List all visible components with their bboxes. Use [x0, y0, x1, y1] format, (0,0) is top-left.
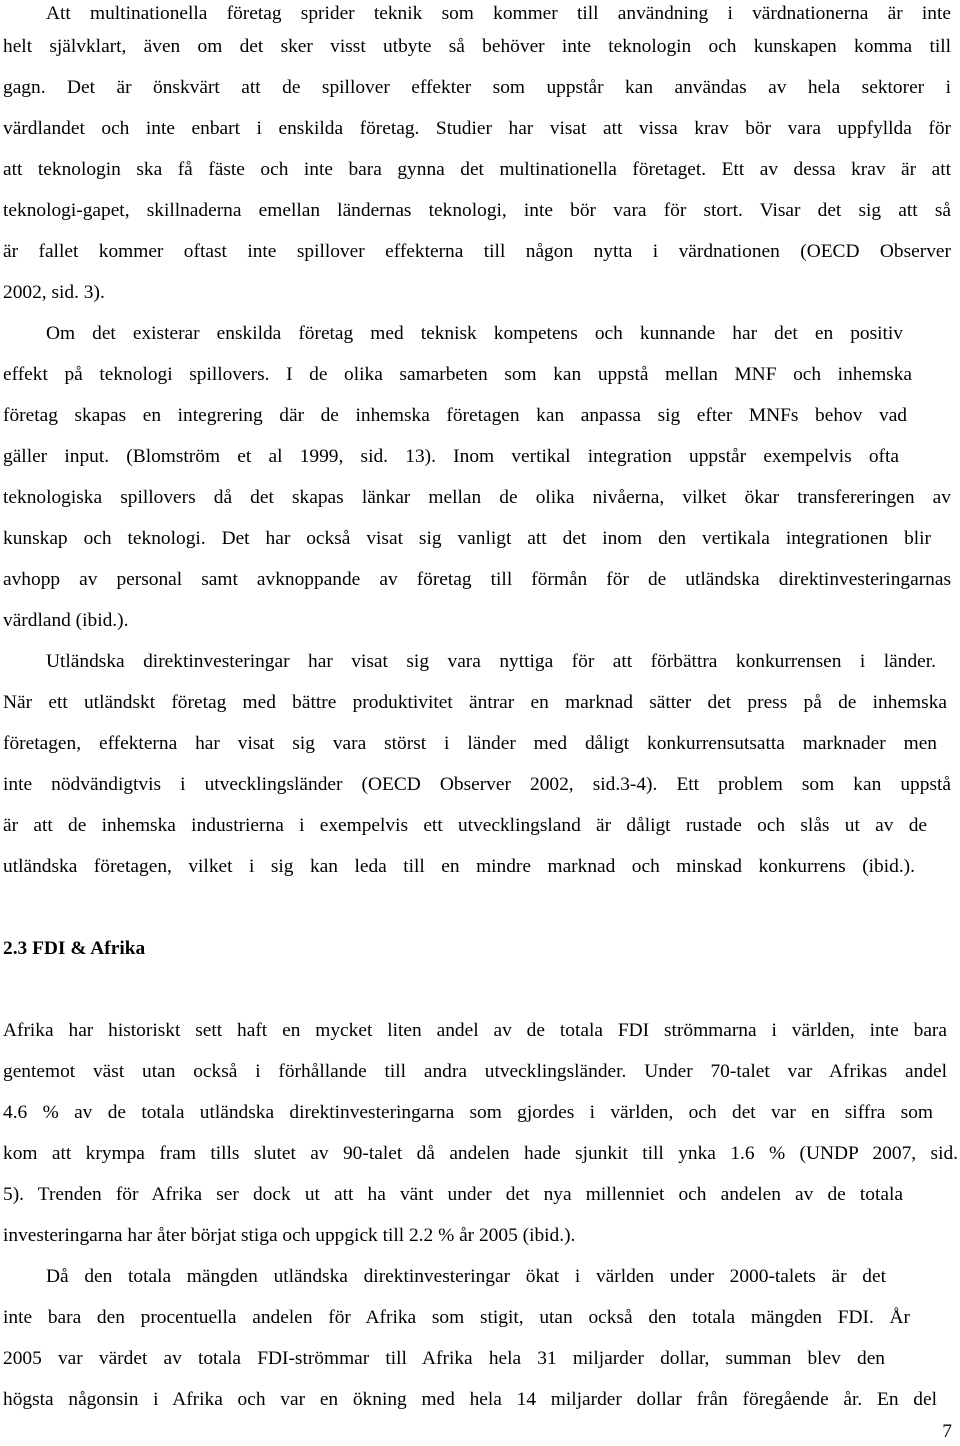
text-line: värdland (ibid.). [3, 610, 129, 631]
text-line: 4.6 % av de totala utländska direktinvesteringarna som gjordes i världen, och det var en siffra som [3, 1102, 933, 1123]
text-line: teknologiska spillovers då det skapas länkar mellan de olika nivåerna, vilket ökar transfereringen av [3, 487, 951, 508]
text-line: avhopp av personal samt avknoppande av företag till förmån för de utländska direktinvesteringarnas [3, 569, 951, 590]
text-line: inte nödvändigtvis i utvecklingsländer (OECD Observer 2002, sid.3-4). Ett problem som kan uppstå [3, 774, 951, 795]
text-line: Då den totala mängden utländska direktinvesteringar ökat i världen under 2000-talets är det [46, 1266, 886, 1287]
text-line: inte bara den procentuella andelen för Afrika som stigit, utan också den totala mängden FDI. År [3, 1307, 910, 1328]
text-line: investeringarna har åter börjat stiga och uppgick till 2.2 % år 2005 (ibid.). [3, 1225, 576, 1246]
text-line: Afrika har historiskt sett haft en mycket liten andel av de totala FDI strömmarna i världen, inte bara [3, 1020, 947, 1041]
text-line: högsta någonsin i Afrika och var en ökning med hela 14 miljarder dollar från föregående år. En del [3, 1389, 937, 1410]
text-line: Att multinationella företag sprider teknik som kommer till användning i värdnationerna är inte [46, 3, 951, 24]
text-line: är fallet kommer oftast inte spillover effekterna till någon nytta i värdnationen (OECD Observer [3, 241, 951, 262]
section-heading: 2.3 FDI & Afrika [3, 938, 146, 959]
text-line: Utländska direktinvesteringar har visat sig vara nyttiga för att förbättra konkurrensen i länder. [46, 651, 936, 672]
text-line: 2002, sid. 3). [3, 282, 105, 303]
text-line: Om det existerar enskilda företag med teknisk kompetens och kunnande har det en positiv [46, 323, 903, 344]
text-line: utländska företagen, vilket i sig kan leda till en mindre marknad och minskad konkurrens (ibid.). [3, 856, 915, 877]
text-line: att teknologin ska få fäste och inte bara gynna det multinationella företaget. Ett av dessa krav är att [3, 159, 951, 180]
text-line: effekt på teknologi spillovers. I de olika samarbeten som kan uppstå mellan MNF och inhemska [3, 364, 912, 385]
text-line: När ett utländskt företag med bättre produktivitet äntrar en marknad sätter det press på de inhemska [3, 692, 947, 713]
text-line: företagen, effekterna har visat sig vara störst i länder med dåligt konkurrensutsatta marknader men [3, 733, 937, 754]
text-line: kunskap och teknologi. Det har också visat sig vanligt att det inom den vertikala integrationen blir [3, 528, 931, 549]
text-line: kom att krympa fram tills slutet av 90-talet då andelen hade sjunkit till ynka 1.6 % (UNDP 2007, sid. [3, 1143, 958, 1164]
text-line: företag skapas en integrering där de inhemska företagen kan anpassa sig efter MNFs behov vad [3, 405, 907, 426]
text-line: gentemot väst utan också i förhållande till andra utvecklingsländer. Under 70-talet var Afrikas andel [3, 1061, 947, 1082]
text-line: 5). Trenden för Afrika ser dock ut att ha vänt under det nya millenniet och andelen av de totala [3, 1184, 903, 1205]
text-line: gäller input. (Blomström et al 1999, sid. 13). Inom vertikal integration uppstår exempelvis ofta [3, 446, 899, 467]
page-number: 7 [942, 1421, 952, 1442]
text-line: 2005 var värdet av totala FDI-strömmar till Afrika hela 31 miljarder dollar, summan blev den [3, 1348, 885, 1369]
text-line: gagn. Det är önskvärt att de spillover effekter som uppstår kan användas av hela sektorer i [3, 77, 951, 98]
text-line: är att de inhemska industrierna i exempelvis ett utvecklingsland är dåligt rustade och slås ut av de [3, 815, 927, 836]
text-line: helt självklart, även om det sker visst utbyte så behöver inte teknologin och kunskapen komma till [3, 36, 951, 57]
text-line: värdlandet och inte enbart i enskilda företag. Studier har visat att vissa krav bör vara uppfyllda för [3, 118, 951, 139]
text-line: teknologi-gapet, skillnaderna emellan ländernas teknologi, inte bör vara för stort. Visar det sig att så [3, 200, 951, 221]
